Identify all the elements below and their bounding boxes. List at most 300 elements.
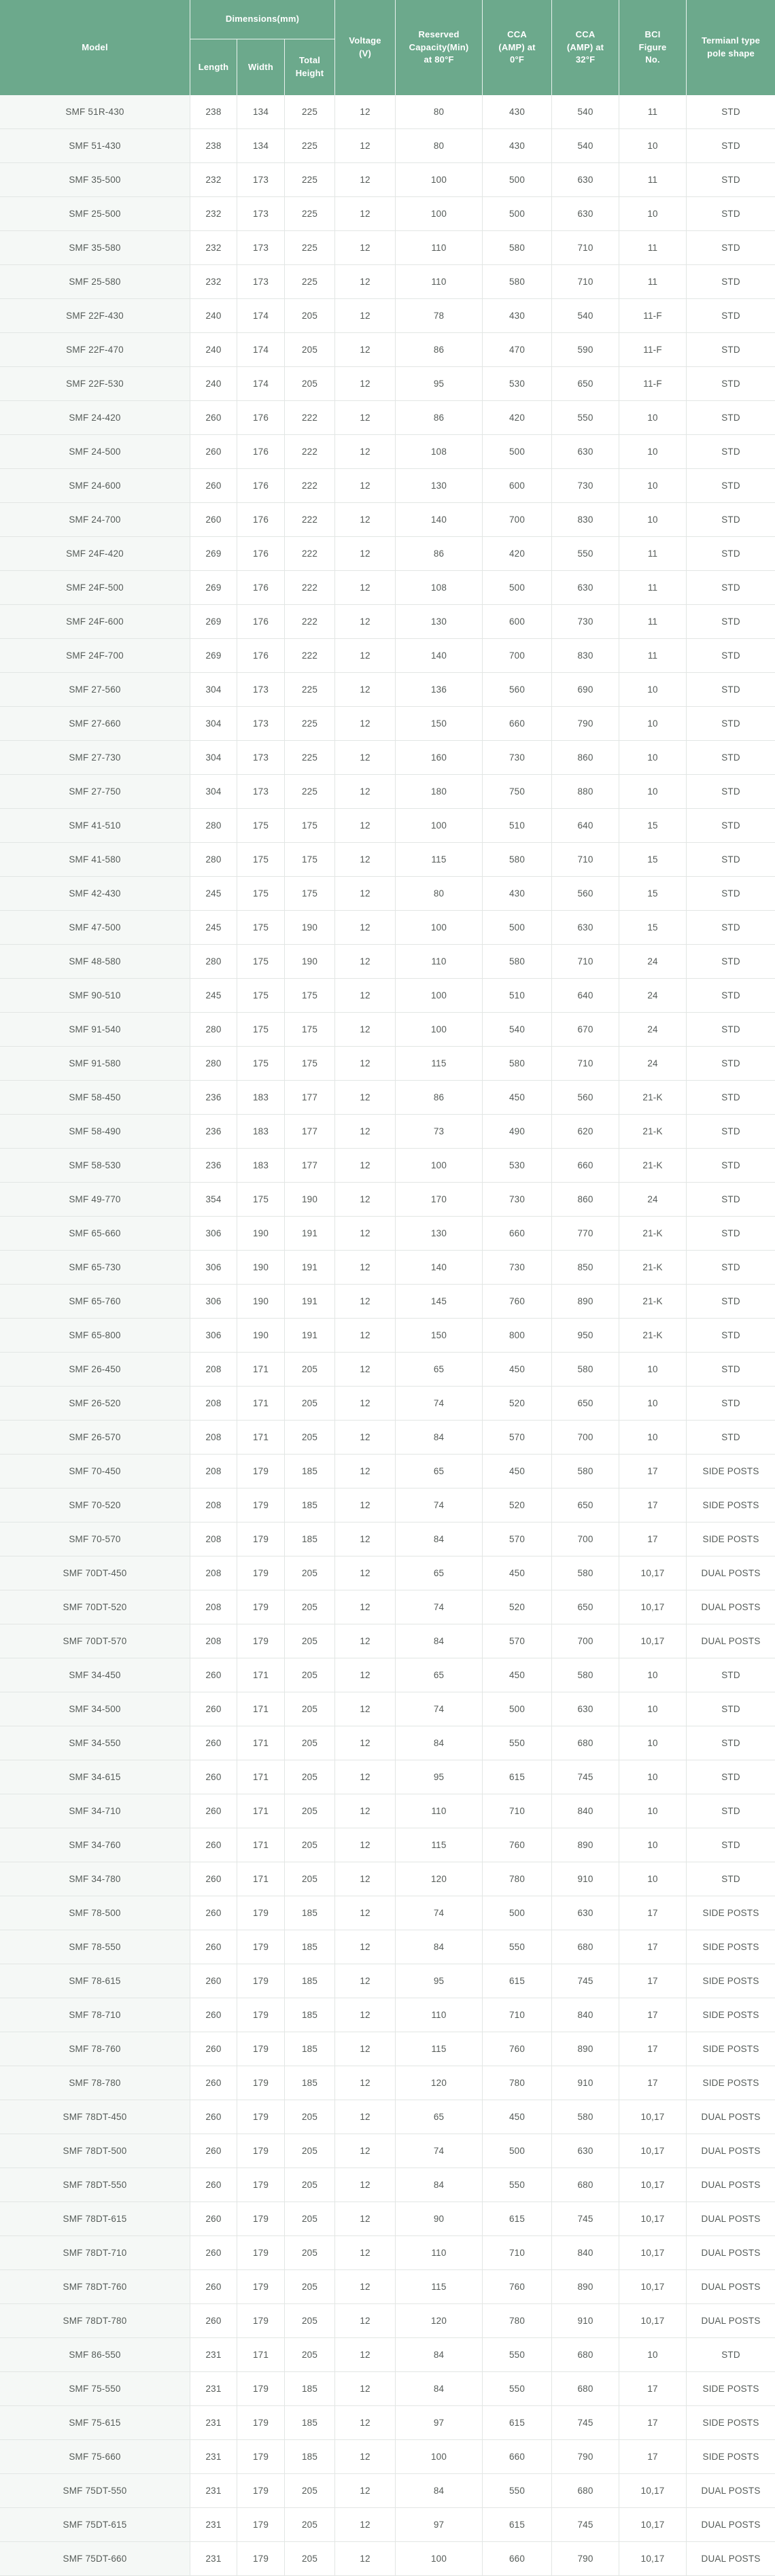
cell-terminal-type: STD	[687, 843, 775, 877]
cell-terminal-type: STD	[687, 1692, 775, 1726]
cell-reserved-capacity: 100	[396, 1013, 483, 1047]
cell-terminal-type: STD	[687, 605, 775, 639]
cell-model: SMF 26-570	[0, 1421, 190, 1455]
cell-length: 245	[190, 877, 237, 911]
cell-voltage: 12	[335, 1760, 396, 1794]
cell-length: 208	[190, 1522, 237, 1556]
cell-cca-0f: 600	[483, 469, 552, 503]
cell-voltage: 12	[335, 979, 396, 1013]
cell-reserved-capacity: 100	[396, 809, 483, 843]
cell-cca-0f: 550	[483, 1726, 552, 1760]
cell-width: 175	[237, 1013, 285, 1047]
cell-width: 179	[237, 2236, 285, 2270]
cell-total-height: 225	[285, 741, 335, 775]
cell-voltage: 12	[335, 1794, 396, 1828]
cell-terminal-type: STD	[687, 1421, 775, 1455]
cell-cca-32f: 890	[552, 1828, 619, 1862]
table-row	[0, 1013, 775, 1047]
cell-width: 179	[237, 1489, 285, 1522]
cell-voltage: 12	[335, 1658, 396, 1692]
cell-cca-0f: 520	[483, 1387, 552, 1421]
cell-terminal-type: STD	[687, 333, 775, 367]
cell-terminal-type: STD	[687, 1658, 775, 1692]
cell-cca-0f: 580	[483, 843, 552, 877]
cell-width: 183	[237, 1081, 285, 1115]
cell-cca-32f: 840	[552, 1998, 619, 2032]
cell-length: 208	[190, 1421, 237, 1455]
cell-bci-figure: 10	[619, 775, 687, 809]
cell-cca-32f: 730	[552, 469, 619, 503]
cell-model: SMF 75DT-615	[0, 2508, 190, 2542]
cell-length: 280	[190, 945, 237, 979]
cell-reserved-capacity: 100	[396, 1149, 483, 1183]
cell-model: SMF 75-615	[0, 2406, 190, 2440]
cell-width: 175	[237, 945, 285, 979]
cell-reserved-capacity: 115	[396, 1828, 483, 1862]
cell-model: SMF 24-700	[0, 503, 190, 537]
cell-model: SMF 25-500	[0, 197, 190, 231]
cell-reserved-capacity: 86	[396, 401, 483, 435]
cell-voltage: 12	[335, 469, 396, 503]
cell-terminal-type: STD	[687, 979, 775, 1013]
cell-bci-figure: 10,17	[619, 2202, 687, 2236]
cell-model: SMF 22F-530	[0, 367, 190, 401]
cell-model: SMF 51R-430	[0, 95, 190, 129]
cell-cca-0f: 700	[483, 639, 552, 673]
cell-terminal-type: SIDE POSTS	[687, 2032, 775, 2066]
cell-length: 231	[190, 2372, 237, 2406]
cell-width: 174	[237, 333, 285, 367]
cell-total-height: 205	[285, 1862, 335, 1896]
table-row	[0, 2440, 775, 2474]
cell-terminal-type: STD	[687, 1285, 775, 1319]
cell-model: SMF 42-430	[0, 877, 190, 911]
cell-terminal-type: DUAL POSTS	[687, 2508, 775, 2542]
cell-total-height: 177	[285, 1081, 335, 1115]
cell-reserved-capacity: 140	[396, 1251, 483, 1285]
cell-reserved-capacity: 86	[396, 1081, 483, 1115]
cell-voltage: 12	[335, 2542, 396, 2576]
cell-width: 179	[237, 1590, 285, 1624]
cell-voltage: 12	[335, 1726, 396, 1760]
header-reserved-capacity-label: Reserved Capacity(Min) at 80°F	[409, 29, 469, 65]
cell-cca-32f: 710	[552, 265, 619, 299]
cell-cca-0f: 550	[483, 2372, 552, 2406]
cell-voltage: 12	[335, 367, 396, 401]
cell-width: 179	[237, 1624, 285, 1658]
cell-width: 173	[237, 775, 285, 809]
header-cca-32f	[552, 0, 619, 95]
cell-terminal-type: STD	[687, 1726, 775, 1760]
cell-length: 208	[190, 1387, 237, 1421]
table-row	[0, 1081, 775, 1115]
cell-voltage: 12	[335, 1115, 396, 1149]
cell-bci-figure: 10	[619, 1726, 687, 1760]
cell-model: SMF 58-530	[0, 1149, 190, 1183]
cell-cca-32f: 700	[552, 1522, 619, 1556]
table-row	[0, 2134, 775, 2168]
cell-total-height: 205	[285, 2338, 335, 2372]
cell-model: SMF 65-760	[0, 1285, 190, 1319]
cell-terminal-type: STD	[687, 1319, 775, 1353]
cell-length: 260	[190, 2100, 237, 2134]
table-row	[0, 1319, 775, 1353]
cell-reserved-capacity: 84	[396, 2372, 483, 2406]
cell-width: 171	[237, 1726, 285, 1760]
cell-model: SMF 24-600	[0, 469, 190, 503]
cell-bci-figure: 11-F	[619, 299, 687, 333]
cell-length: 306	[190, 1319, 237, 1353]
cell-model: SMF 78-780	[0, 2066, 190, 2100]
cell-reserved-capacity: 65	[396, 1353, 483, 1387]
cell-terminal-type: STD	[687, 265, 775, 299]
cell-cca-32f: 630	[552, 911, 619, 945]
table-row	[0, 537, 775, 571]
cell-width: 173	[237, 741, 285, 775]
cell-cca-0f: 420	[483, 401, 552, 435]
cell-bci-figure: 17	[619, 1455, 687, 1489]
cell-model: SMF 24F-600	[0, 605, 190, 639]
cell-width: 179	[237, 2100, 285, 2134]
cell-model: SMF 51-430	[0, 129, 190, 163]
cell-cca-32f: 680	[552, 2372, 619, 2406]
cell-reserved-capacity: 84	[396, 1624, 483, 1658]
cell-length: 260	[190, 2134, 237, 2168]
table-row	[0, 605, 775, 639]
cell-width: 171	[237, 1387, 285, 1421]
cell-width: 173	[237, 265, 285, 299]
cell-total-height: 225	[285, 163, 335, 197]
cell-length: 354	[190, 1183, 237, 1217]
cell-cca-32f: 745	[552, 1760, 619, 1794]
cell-terminal-type: STD	[687, 1183, 775, 1217]
cell-length: 232	[190, 163, 237, 197]
cell-total-height: 205	[285, 1421, 335, 1455]
cell-cca-0f: 550	[483, 2474, 552, 2508]
cell-voltage: 12	[335, 95, 396, 129]
cell-cca-0f: 500	[483, 435, 552, 469]
table-row	[0, 469, 775, 503]
cell-total-height: 225	[285, 775, 335, 809]
cell-cca-0f: 615	[483, 2508, 552, 2542]
cell-model: SMF 34-550	[0, 1726, 190, 1760]
cell-terminal-type: DUAL POSTS	[687, 2100, 775, 2134]
table-row	[0, 2032, 775, 2066]
cell-reserved-capacity: 140	[396, 503, 483, 537]
cell-terminal-type: DUAL POSTS	[687, 2474, 775, 2508]
cell-cca-0f: 540	[483, 1013, 552, 1047]
cell-cca-32f: 680	[552, 1726, 619, 1760]
cell-length: 245	[190, 979, 237, 1013]
cell-width: 174	[237, 367, 285, 401]
cell-cca-0f: 500	[483, 1896, 552, 1930]
cell-length: 238	[190, 129, 237, 163]
cell-voltage: 12	[335, 1862, 396, 1896]
cell-total-height: 190	[285, 1183, 335, 1217]
cell-bci-figure: 10	[619, 1794, 687, 1828]
cell-terminal-type: STD	[687, 707, 775, 741]
cell-width: 176	[237, 503, 285, 537]
cell-length: 260	[190, 1692, 237, 1726]
cell-model: SMF 78-500	[0, 1896, 190, 1930]
cell-cca-32f: 650	[552, 1387, 619, 1421]
cell-cca-32f: 850	[552, 1251, 619, 1285]
cell-bci-figure: 11	[619, 537, 687, 571]
cell-terminal-type: STD	[687, 741, 775, 775]
cell-model: SMF 25-580	[0, 265, 190, 299]
cell-cca-32f: 590	[552, 333, 619, 367]
cell-length: 260	[190, 1828, 237, 1862]
cell-terminal-type: STD	[687, 401, 775, 435]
cell-bci-figure: 10	[619, 1421, 687, 1455]
cell-bci-figure: 10	[619, 503, 687, 537]
cell-cca-32f: 710	[552, 231, 619, 265]
cell-cca-0f: 760	[483, 2032, 552, 2066]
cell-bci-figure: 10	[619, 741, 687, 775]
cell-reserved-capacity: 160	[396, 741, 483, 775]
cell-terminal-type: DUAL POSTS	[687, 2304, 775, 2338]
cell-cca-32f: 710	[552, 1047, 619, 1081]
cell-reserved-capacity: 108	[396, 571, 483, 605]
cell-model: SMF 75-660	[0, 2440, 190, 2474]
cell-model: SMF 78-550	[0, 1930, 190, 1964]
cell-reserved-capacity: 84	[396, 1930, 483, 1964]
cell-bci-figure: 10	[619, 129, 687, 163]
cell-cca-0f: 615	[483, 1760, 552, 1794]
table-row	[0, 333, 775, 367]
cell-bci-figure: 10	[619, 707, 687, 741]
cell-cca-0f: 780	[483, 2066, 552, 2100]
cell-reserved-capacity: 100	[396, 911, 483, 945]
cell-bci-figure: 11	[619, 571, 687, 605]
cell-terminal-type: STD	[687, 469, 775, 503]
cell-model: SMF 78DT-450	[0, 2100, 190, 2134]
cell-voltage: 12	[335, 1047, 396, 1081]
cell-model: SMF 78DT-550	[0, 2168, 190, 2202]
cell-length: 304	[190, 707, 237, 741]
cell-bci-figure: 21-K	[619, 1081, 687, 1115]
cell-cca-0f: 600	[483, 605, 552, 639]
cell-width: 134	[237, 95, 285, 129]
cell-length: 231	[190, 2406, 237, 2440]
cell-cca-0f: 660	[483, 1217, 552, 1251]
cell-total-height: 185	[285, 2032, 335, 2066]
cell-terminal-type: STD	[687, 1387, 775, 1421]
cell-model: SMF 70DT-520	[0, 1590, 190, 1624]
cell-bci-figure: 24	[619, 1183, 687, 1217]
table-body	[0, 95, 775, 2576]
cell-total-height: 205	[285, 1624, 335, 1658]
cell-model: SMF 34-615	[0, 1760, 190, 1794]
cell-cca-0f: 520	[483, 1590, 552, 1624]
cell-width: 179	[237, 2066, 285, 2100]
cell-total-height: 222	[285, 469, 335, 503]
cell-cca-32f: 680	[552, 2474, 619, 2508]
cell-total-height: 205	[285, 367, 335, 401]
cell-voltage: 12	[335, 435, 396, 469]
header-bci-figure-label: BCI Figure No.	[638, 29, 667, 65]
table-row	[0, 2202, 775, 2236]
cell-terminal-type: STD	[687, 1760, 775, 1794]
cell-width: 173	[237, 707, 285, 741]
table-row	[0, 775, 775, 809]
table-row	[0, 2508, 775, 2542]
cell-reserved-capacity: 110	[396, 2236, 483, 2270]
cell-voltage: 12	[335, 1828, 396, 1862]
cell-width: 190	[237, 1251, 285, 1285]
cell-total-height: 175	[285, 877, 335, 911]
table-row	[0, 435, 775, 469]
cell-model: SMF 78DT-615	[0, 2202, 190, 2236]
cell-voltage: 12	[335, 2372, 396, 2406]
cell-model: SMF 78DT-780	[0, 2304, 190, 2338]
cell-cca-0f: 570	[483, 1624, 552, 1658]
cell-cca-32f: 880	[552, 775, 619, 809]
cell-model: SMF 65-730	[0, 1251, 190, 1285]
cell-reserved-capacity: 115	[396, 2270, 483, 2304]
cell-width: 175	[237, 809, 285, 843]
table-row	[0, 1760, 775, 1794]
table-row	[0, 1964, 775, 1998]
cell-total-height: 177	[285, 1149, 335, 1183]
cell-bci-figure: 17	[619, 2372, 687, 2406]
cell-width: 134	[237, 129, 285, 163]
cell-terminal-type: SIDE POSTS	[687, 2406, 775, 2440]
cell-bci-figure: 10,17	[619, 2134, 687, 2168]
cell-model: SMF 26-450	[0, 1353, 190, 1387]
table-row	[0, 1998, 775, 2032]
cell-voltage: 12	[335, 2066, 396, 2100]
cell-model: SMF 24F-500	[0, 571, 190, 605]
cell-cca-0f: 660	[483, 2542, 552, 2576]
cell-voltage: 12	[335, 401, 396, 435]
cell-total-height: 191	[285, 1285, 335, 1319]
table-row	[0, 2236, 775, 2270]
cell-model: SMF 22F-470	[0, 333, 190, 367]
cell-total-height: 185	[285, 1930, 335, 1964]
cell-terminal-type: SIDE POSTS	[687, 1896, 775, 1930]
cell-voltage: 12	[335, 2270, 396, 2304]
cell-voltage: 12	[335, 1489, 396, 1522]
cell-model: SMF 70-520	[0, 1489, 190, 1522]
header-total-height-label: Total Height	[295, 55, 324, 78]
cell-terminal-type: STD	[687, 1081, 775, 1115]
cell-voltage: 12	[335, 299, 396, 333]
cell-voltage: 12	[335, 2440, 396, 2474]
header-cca-32f-label: CCA (AMP) at 32°F	[566, 29, 604, 65]
cell-model: SMF 27-660	[0, 707, 190, 741]
cell-cca-32f: 580	[552, 1455, 619, 1489]
table-row	[0, 1692, 775, 1726]
cell-bci-figure: 10	[619, 1658, 687, 1692]
cell-terminal-type: SIDE POSTS	[687, 1522, 775, 1556]
cell-reserved-capacity: 80	[396, 129, 483, 163]
table-row	[0, 809, 775, 843]
cell-reserved-capacity: 110	[396, 265, 483, 299]
table-row	[0, 1556, 775, 1590]
table-row	[0, 1930, 775, 1964]
cell-total-height: 205	[285, 1794, 335, 1828]
cell-reserved-capacity: 100	[396, 2440, 483, 2474]
cell-reserved-capacity: 86	[396, 333, 483, 367]
cell-model: SMF 27-730	[0, 741, 190, 775]
table-row	[0, 707, 775, 741]
cell-model: SMF 91-540	[0, 1013, 190, 1047]
cell-length: 260	[190, 2032, 237, 2066]
cell-terminal-type: SIDE POSTS	[687, 1964, 775, 1998]
cell-cca-32f: 840	[552, 1794, 619, 1828]
cell-reserved-capacity: 100	[396, 2542, 483, 2576]
cell-cca-0f: 750	[483, 775, 552, 809]
cell-total-height: 205	[285, 1387, 335, 1421]
cell-cca-32f: 630	[552, 1692, 619, 1726]
cell-voltage: 12	[335, 1149, 396, 1183]
cell-voltage: 12	[335, 1556, 396, 1590]
table-row	[0, 2270, 775, 2304]
cell-width: 179	[237, 2202, 285, 2236]
cell-reserved-capacity: 110	[396, 231, 483, 265]
cell-cca-0f: 615	[483, 2406, 552, 2440]
table-row	[0, 2168, 775, 2202]
cell-terminal-type: SIDE POSTS	[687, 1998, 775, 2032]
header-model-label: Model	[82, 41, 108, 52]
cell-terminal-type: STD	[687, 503, 775, 537]
cell-width: 179	[237, 1556, 285, 1590]
cell-terminal-type: STD	[687, 911, 775, 945]
cell-width: 174	[237, 299, 285, 333]
cell-bci-figure: 17	[619, 2066, 687, 2100]
cell-cca-32f: 745	[552, 2508, 619, 2542]
cell-cca-32f: 910	[552, 2066, 619, 2100]
cell-reserved-capacity: 65	[396, 1556, 483, 1590]
cell-length: 260	[190, 2202, 237, 2236]
cell-width: 171	[237, 1794, 285, 1828]
cell-reserved-capacity: 84	[396, 2474, 483, 2508]
cell-width: 179	[237, 2508, 285, 2542]
cell-cca-0f: 570	[483, 1522, 552, 1556]
cell-bci-figure: 11	[619, 163, 687, 197]
cell-length: 260	[190, 1964, 237, 1998]
cell-voltage: 12	[335, 1421, 396, 1455]
cell-bci-figure: 21-K	[619, 1149, 687, 1183]
cell-cca-32f: 700	[552, 1421, 619, 1455]
cell-cca-0f: 530	[483, 367, 552, 401]
table-row	[0, 367, 775, 401]
table-row	[0, 503, 775, 537]
cell-cca-32f: 580	[552, 1556, 619, 1590]
table-row	[0, 1353, 775, 1387]
cell-cca-0f: 450	[483, 1353, 552, 1387]
cell-terminal-type: STD	[687, 163, 775, 197]
cell-total-height: 222	[285, 639, 335, 673]
cell-model: SMF 34-500	[0, 1692, 190, 1726]
cell-bci-figure: 10,17	[619, 2236, 687, 2270]
header-terminal-type	[687, 0, 775, 95]
cell-width: 173	[237, 197, 285, 231]
cell-cca-32f: 690	[552, 673, 619, 707]
cell-cca-0f: 510	[483, 979, 552, 1013]
cell-terminal-type: DUAL POSTS	[687, 1624, 775, 1658]
cell-total-height: 185	[285, 1998, 335, 2032]
cell-length: 280	[190, 843, 237, 877]
cell-terminal-type: STD	[687, 129, 775, 163]
cell-total-height: 205	[285, 333, 335, 367]
cell-bci-figure: 17	[619, 1930, 687, 1964]
cell-total-height: 205	[285, 2508, 335, 2542]
cell-length: 306	[190, 1285, 237, 1319]
cell-voltage: 12	[335, 1455, 396, 1489]
header-total-height	[285, 39, 335, 95]
